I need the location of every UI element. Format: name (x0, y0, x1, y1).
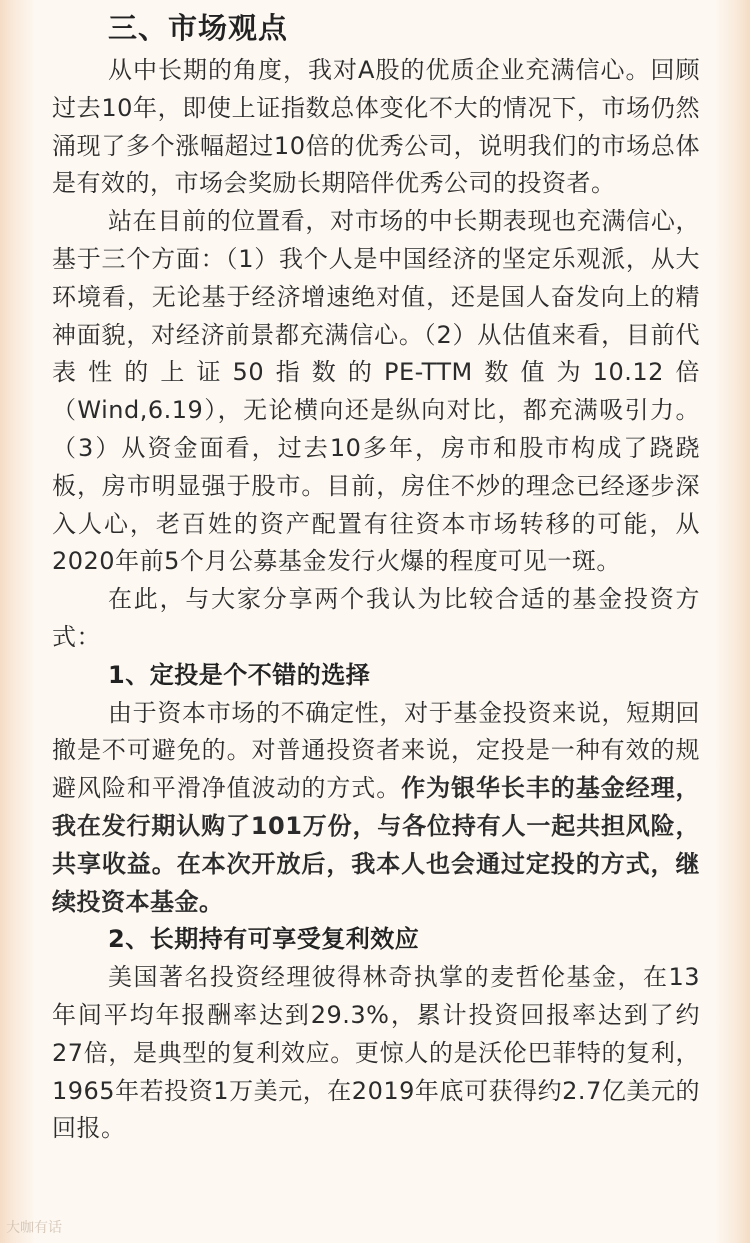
section-title: 三、市场观点 (108, 11, 289, 45)
regular-investment-text: 由于资本市场的不确定性，对于基金投资来说，短期回撤是不可避免的。对普通投资者来说，定投是一种有效的规避风险和平滑净值波动的方式。 (52, 698, 700, 803)
watermark: 大咖有话 (6, 1220, 62, 1236)
subheading-compound-effect: 2、长期持有可享受复利效应 (108, 925, 420, 954)
paragraph-long-term-view: 从中长期的角度，我对A股的优质企业充满信心。回顾过去10年，即使上证指数总体变化不大的情况下，市场仍然涌现了多个涨幅超过10倍的优秀公司，说明我们的市场总体是有效的，市场会奖励长期陪伴优秀公司的投资者。 (52, 56, 700, 198)
paragraph-three-aspects: 站在目前的位置看，对市场的中长期表现也充满信心，基于三个方面：（1）我个人是中国经济的坚定乐观派，从大环境看，无论基于经济增速绝对值，还是国人奋发向上的精神面貌，对经济前景都充满信心。（2）从估值来看，目前代表性的上证50指数的PE-TTM数值为10.12倍（Wind,6.19），无论横向还是纵向对比，都充满吸引力。（3）从资金面看，过去10多年，房市和股市构成了跷跷板，房市明显强于股市。目前，房住不炒的理念已经逐步深入人心，老百姓的资产配置有往资本市场转移的可能，从2020年前5个月公募基金发行火爆的程度可见一斑。 (52, 207, 700, 576)
manager-commitment-text: 作为银华长丰的基金经理，我在发行期认购了101万份，与各位持有人一起共担风险，共享收益。在本次开放后，我本人也会通过定投的方式，继续投资本基金。 (52, 774, 701, 916)
paragraph-two-methods-intro: 在此，与大家分享两个我认为比较合适的基金投资方式： (52, 585, 700, 651)
paragraph-compound-effect: 美国著名投资经理彼得林奇执掌的麦哲伦基金，在13年间平均年报酬率达到29.3%，累计投资回报率达到了约27倍，是典型的复利效应。更惊人的是沃伦巴菲特的复利，1965年若投资1万美元，在2019年底可获得约2.7亿美元的回报。 (52, 963, 700, 1143)
paragraph-regular-investment (52, 695, 700, 922)
article-body (52, 0, 700, 1148)
subheading-regular-investment: 1、定投是个不错的选择 (108, 660, 371, 689)
